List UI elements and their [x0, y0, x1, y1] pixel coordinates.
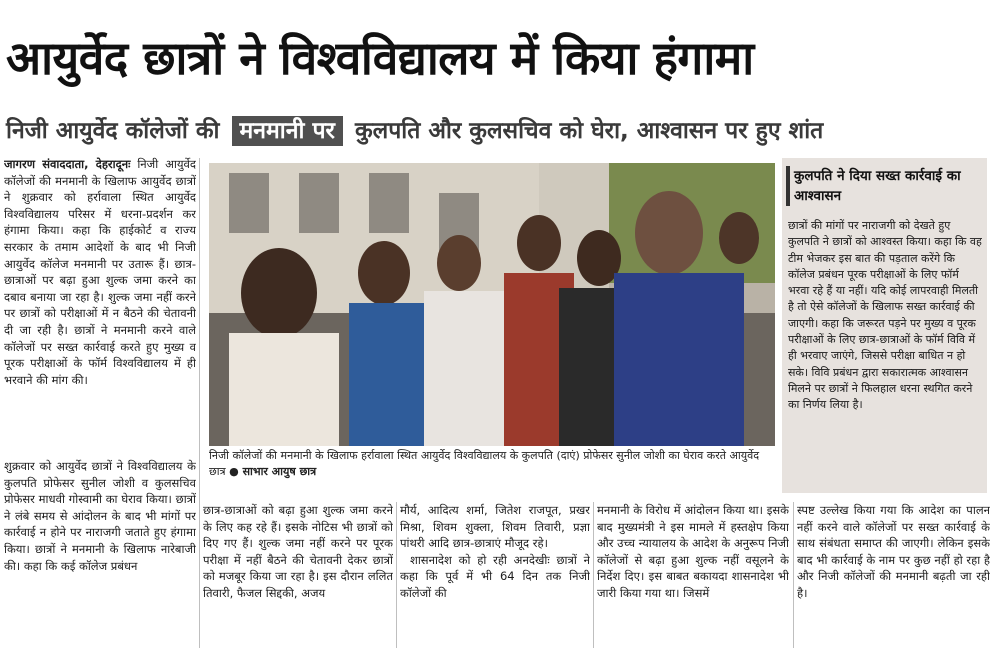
- news-photo: [209, 163, 775, 446]
- article-paragraph-6: मनमानी के विरोध में आंदोलन किया था। इसके बाद मुख्यमंत्री ने इस मामले में हस्तक्षेप किया और उच्च न्यायालय के आदेश के अनुरूप निजी कॉलेजों से बढ़ा हुआ शुल्क नहीं वसूलने के निर्देश दिए। इस बाबत बकायदा शासनादेश भी जारी किया गया था। जिसमें: [597, 503, 789, 600]
- column-divider: [593, 502, 594, 648]
- sidebar-title: कुलपति ने दिया सख्त कार्रवाई का आश्वासन: [786, 166, 983, 206]
- column-divider: [199, 158, 200, 648]
- photo-credit: ● साभार आयुष छात्र: [229, 465, 317, 478]
- article-paragraph-1-text: निजी आयुर्वेद कॉलेजों की मनमानी के खिलाफ आयुर्वेद छात्रों ने शुक्रवार को हर्रावाला स्थित आयुर्वेद विश्वविद्यालय परिसर में धरना-प्रदर्शन कर हंगामा किया। कहा कि हाईकोर्ट व राज्य सरकार के तमाम आदेशों के बाद भी निजी आयुर्वेद कॉलेज मनमानी पर उतारू हैं। छात्र-छात्राओं पर बढ़ा हुआ शुल्क जमा करने का दबाव बनाया जा रहा है। शुल्क जमा नहीं करने पर छात्रों को परीक्षाओं में न बैठने की चेतावनी दी जा रही है। छात्रों ने मनमानी करने वाले कॉलेजों पर सख्त कार्रवाई करते हुए मुख्य व पूरक परीक्षाओं के फॉर्म विश्वविद्यालय में ही भरवाने की मांग की।: [4, 157, 196, 387]
- article-paragraph-2: शुक्रवार को आयुर्वेद छात्रों ने विश्वविद्यालय के कुलपति प्रोफेसर सुनील जोशी व कुलसचिव प्रोफेसर माधवी गोस्वामी का घेराव किया। छात्रों ने लंबे समय से आंदोलन के बाद भी मांगों पर कार्रवाई न होने पर नाराजगी जताते हुए हंगामा किया। छात्रों ने मनमानी के खिलाफ नारेबाजी की। कहा कि कई कॉलेज प्रबंधन: [4, 459, 196, 573]
- article-paragraph-4: मौर्य, आदित्य शर्मा, जितेश राजपूत, प्रखर मिश्रा, शिवम शुक्ला, शिवम तिवारी, प्रज्ञा पांथरी आदि छात्र-छात्राएं मौजूद रहे।: [400, 503, 590, 551]
- column-divider: [793, 502, 794, 648]
- subsection-lead: शासनादेश को हो रही अनदेखीः छात्रों ने कहा कि पूर्व में भी 64 दिन तक निजी कॉलेजों की: [400, 552, 590, 600]
- article-paragraph-5: [400, 552, 590, 602]
- subhead-text-after: कुलपति और कुलसचिव को घेरा, आश्वासन पर हुए शांत: [354, 118, 824, 144]
- article-column-3: [400, 502, 590, 650]
- article-column-1: [4, 156, 196, 456]
- photo-caption-text: निजी कॉलेजों की मनमानी के खिलाफ हर्रावाला स्थित आयुर्वेद विश्वविद्यालय के कुलपति (दाएं) प्रोफेसर सुनील जोशी का घेराव करते आयुर्वेद छात्र: [209, 449, 760, 478]
- article-column-1-lower: [4, 458, 196, 648]
- subhead-text-before: निजी आयुर्वेद कॉलेजों की: [6, 118, 220, 144]
- article-paragraph-3: छात्र-छात्राओं को बढ़ा हुआ शुल्क जमा करने के लिए कह रहे हैं। इसके नोटिस भी छात्रों को दिए गए हैं। शुल्क जमा नहीं करने पर पूरक परीक्षा में नहीं बैठने की चेतावनी देकर छात्रों को मजबूर किया जा रहा है। इस दौरान ललित तिवारी, फैजल सिद्दकी, अजय: [203, 503, 393, 600]
- column-divider: [396, 502, 397, 648]
- photo-illustration: [209, 163, 775, 446]
- article-column-4: [597, 502, 789, 650]
- photo-caption: [209, 448, 775, 494]
- dateline: जागरण संवाददाता, देहरादूनः: [4, 157, 131, 171]
- article-column-5: [797, 502, 990, 650]
- headline: आयुर्वेद छात्रों ने विश्वविद्यालय में किया हंगामा: [6, 31, 754, 85]
- sidebar-body: छात्रों की मांगों पर नाराजगी को देखते हुए कुलपति ने छात्रों को आश्वस्त किया। कहा कि वह टीम भेजकर इस बात की पड़ताल करेंगे कि कॉलेज प्रबंधन पूरक परीक्षाओं के लिए फॉर्म भरवा रहे हैं या नहीं। यदि कोई लापरवाही मिलती है तो ऐसे कॉलेजों के खिलाफ सख्त कार्रवाई की जाएगी। कहा कि जरूरत पड़ने पर मुख्य व पूरक परीक्षाओं के लिए छात्र-छात्राओं के फॉर्म विवि में ही भरवाए जाएंगे, जिससे परीक्षा बाधित न हो सके। विवि प्रबंधन द्वारा सकारात्मक आश्वासन मिलने पर छात्रों ने फिलहाल धरना स्थगित करने का निर्णय लिया है।: [788, 219, 982, 412]
- sidebar-box: [782, 158, 987, 493]
- article-paragraph-1: [4, 156, 196, 388]
- subhead-highlight: मनमानी पर: [232, 116, 343, 146]
- subheadline: [6, 112, 990, 150]
- article-paragraph-7: स्पष्ट उल्लेख किया गया कि आदेश का पालन नहीं करने वाले कॉलेजों पर सख्त कार्रवाई के साथ संबंधता समाप्त की जाएगी। लेकिन इसके बाद भी कार्रवाई के नाम पर कुछ नहीं हो रहा है और निजी कॉलेजों की मनमानी बढ़ती जा रही है।: [797, 503, 990, 600]
- article-column-2: [203, 502, 393, 650]
